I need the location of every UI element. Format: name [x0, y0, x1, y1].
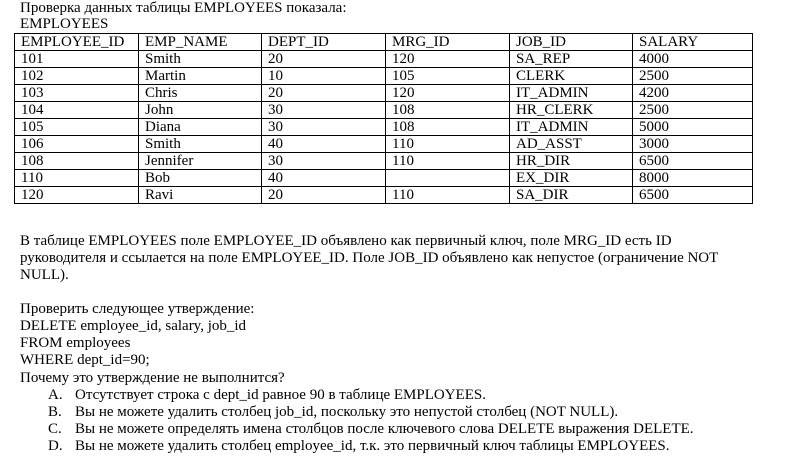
cell-mrg-id: 105 — [386, 68, 510, 85]
table-row — [15, 102, 753, 119]
cell-job-id: IT_ADMIN — [510, 119, 633, 136]
header-dept-id: DEPT_ID — [262, 34, 386, 51]
cell-employee-id: 105 — [15, 119, 139, 136]
cell-job-id: EX_DIR — [510, 170, 633, 187]
cell-dept-id: 20 — [262, 187, 386, 204]
cell-dept-id: 20 — [262, 85, 386, 102]
cell-dept-id: 40 — [262, 170, 386, 187]
cell-mrg-id: 120 — [386, 51, 510, 68]
table-header-row — [15, 34, 753, 51]
question-text: Почему это утверждение не выполнится? — [20, 370, 285, 386]
header-employee-id: EMPLOYEE_ID — [15, 34, 139, 51]
option-a — [48, 387, 486, 404]
option-c — [48, 421, 694, 438]
cell-employee-id: 103 — [15, 85, 139, 102]
option-a-letter: A. — [48, 387, 63, 403]
option-c-letter: C. — [48, 421, 62, 437]
sql-line-1: DELETE employee_id, salary, job_id — [20, 318, 247, 334]
cell-mrg-id: 110 — [386, 153, 510, 170]
cell-mrg-id: 110 — [386, 187, 510, 204]
table-caption: EMPLOYEES — [20, 16, 109, 32]
cell-emp-name: Diana — [139, 119, 262, 136]
cell-mrg-id: 108 — [386, 102, 510, 119]
option-b — [48, 404, 618, 421]
header-emp-name: EMP_NAME — [139, 34, 262, 51]
cell-salary: 4000 — [633, 51, 753, 68]
cell-salary: 8000 — [633, 170, 753, 187]
cell-mrg-id: 110 — [386, 136, 510, 153]
table-row — [15, 51, 753, 68]
option-d-letter: D. — [48, 438, 63, 454]
cell-mrg-id — [386, 170, 510, 187]
cell-emp-name: Ravi — [139, 187, 262, 204]
cell-employee-id: 102 — [15, 68, 139, 85]
cell-emp-name: Martin — [139, 68, 262, 85]
cell-emp-name: John — [139, 102, 262, 119]
table-row — [15, 170, 753, 187]
cell-salary: 6500 — [633, 187, 753, 204]
cell-job-id: AD_ASST — [510, 136, 633, 153]
cell-salary: 4200 — [633, 85, 753, 102]
cell-job-id: CLERK — [510, 68, 633, 85]
description-text: В таблице EMPLOYEES поле EMPLOYEE_ID объявлено как первичный ключ, поле MRG_ID есть ID руководителя и ссылается на поле EMPLOYEE_ID. Поле JOB_ID объявлено как непустое (ограничение NOT NULL). — [20, 233, 719, 283]
option-c-text: Вы не можете определять имена столбцов после ключевого слова DELETE выражения DELETE. — [75, 421, 694, 437]
cell-employee-id: 120 — [15, 187, 139, 204]
cell-salary: 5000 — [633, 119, 753, 136]
header-job-id: JOB_ID — [510, 34, 633, 51]
cell-salary: 6500 — [633, 153, 753, 170]
task-text: Проверить следующее утверждение: — [20, 301, 255, 317]
intro-text: Проверка данных таблицы EMPLOYEES показала: — [20, 0, 347, 16]
cell-dept-id: 40 — [262, 136, 386, 153]
cell-mrg-id: 120 — [386, 85, 510, 102]
cell-employee-id: 108 — [15, 153, 139, 170]
cell-dept-id: 30 — [262, 119, 386, 136]
table-row — [15, 187, 753, 204]
table-row — [15, 85, 753, 102]
cell-emp-name: Bob — [139, 170, 262, 187]
header-mrg-id: MRG_ID — [386, 34, 510, 51]
table-body — [15, 51, 753, 204]
cell-emp-name: Smith — [139, 136, 262, 153]
cell-mrg-id: 108 — [386, 119, 510, 136]
header-salary: SALARY — [633, 34, 753, 51]
cell-emp-name: Chris — [139, 85, 262, 102]
cell-emp-name: Jennifer — [139, 153, 262, 170]
table-row — [15, 119, 753, 136]
cell-job-id: HR_CLERK — [510, 102, 633, 119]
option-d-text: Вы не можете удалить столбец employee_id, т.к. это первичный ключ таблицы EMPLOYEES. — [75, 438, 670, 454]
table-row — [15, 136, 753, 153]
sql-line-2: FROM employees — [20, 335, 131, 351]
cell-employee-id: 104 — [15, 102, 139, 119]
cell-dept-id: 30 — [262, 102, 386, 119]
cell-dept-id: 20 — [262, 51, 386, 68]
cell-salary: 2500 — [633, 102, 753, 119]
cell-dept-id: 10 — [262, 68, 386, 85]
option-d — [48, 438, 670, 455]
cell-job-id: SA_REP — [510, 51, 633, 68]
cell-dept-id: 30 — [262, 153, 386, 170]
cell-salary: 3000 — [633, 136, 753, 153]
table-row — [15, 68, 753, 85]
cell-job-id: SA_DIR — [510, 187, 633, 204]
sql-line-3: WHERE dept_id=90; — [20, 352, 150, 368]
cell-job-id: IT_ADMIN — [510, 85, 633, 102]
cell-employee-id: 101 — [15, 51, 139, 68]
option-a-text: Отсутствует строка с dept_id равное 90 в таблице EMPLOYEES. — [75, 387, 486, 403]
cell-job-id: HR_DIR — [510, 153, 633, 170]
table-row — [15, 153, 753, 170]
cell-salary: 2500 — [633, 68, 753, 85]
cell-employee-id: 110 — [15, 170, 139, 187]
option-b-letter: B. — [48, 404, 62, 420]
cell-emp-name: Smith — [139, 51, 262, 68]
employees-table — [14, 33, 753, 204]
option-b-text: Вы не можете удалить столбец job_id, поскольку это непустой столбец (NOT NULL). — [75, 404, 619, 420]
cell-employee-id: 106 — [15, 136, 139, 153]
